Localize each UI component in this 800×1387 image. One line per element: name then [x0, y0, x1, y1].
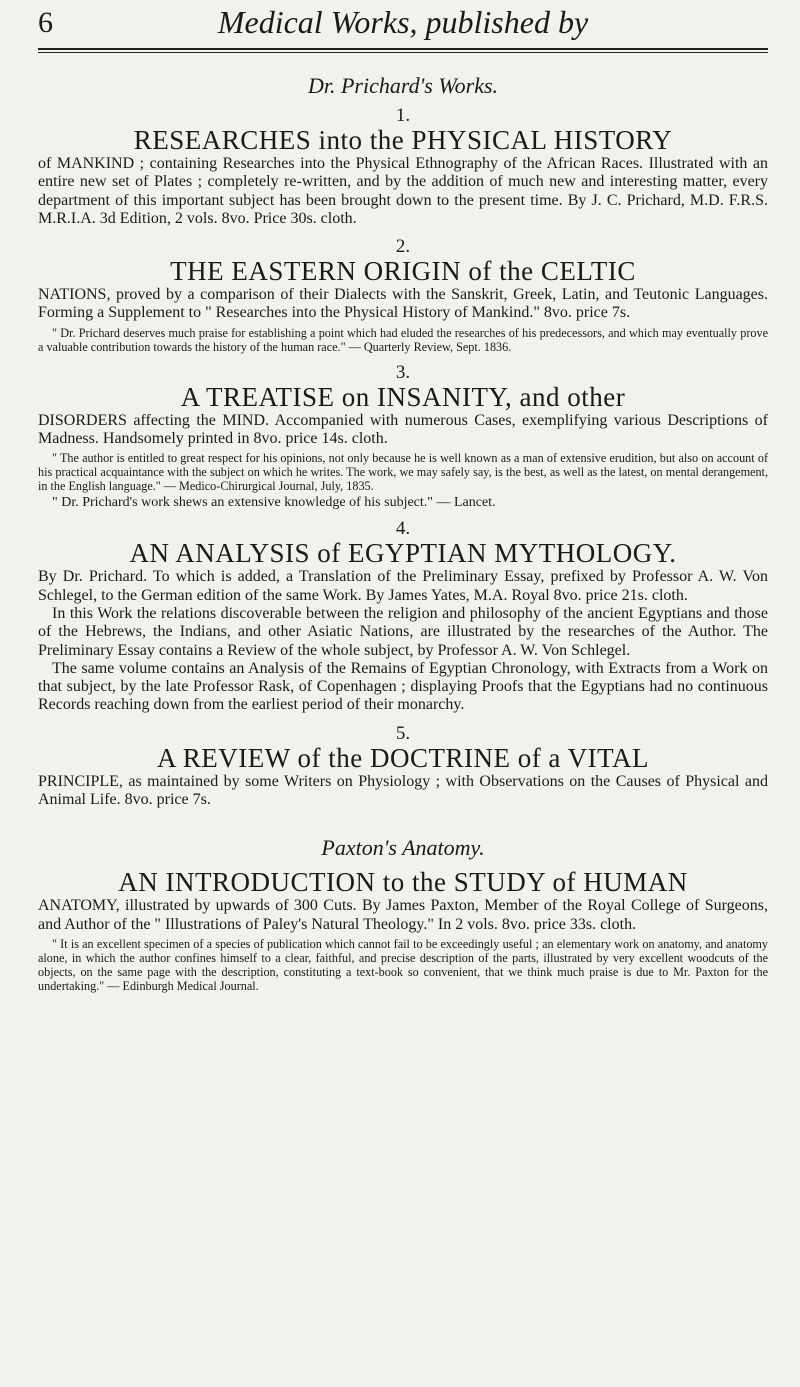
- entry-title: AN INTRODUCTION to the STUDY of HUMAN: [118, 867, 688, 898]
- entry-body-paragraph: The same volume contains an Analysis of the Remains of Egyptian Chronology, with Extracts from a Work on that subject, by the late Professor Rask, of Copenhagen ; displaying Proofs that the Egyptians had no continuous Records reaching down from the earliest period of their monarchy.: [38, 659, 768, 714]
- entry-body: DISORDERS affecting the MIND. Accompanied with numerous Cases, exemplifying various Descriptions of Madness. Handsomely printed in 8vo. price 14s. cloth.: [38, 411, 768, 448]
- entry-4: [38, 518, 768, 714]
- entry-2: [38, 236, 768, 354]
- review-quote: " Dr. Prichard deserves much praise for establishing a point which had eluded the researches of his predecessors, and which may eventually prove a valuable contribution towards the history of the human race." — Quarterly Review, Sept. 1836.: [38, 325, 768, 354]
- section-heading: Paxton's Anatomy.: [321, 835, 485, 861]
- entry-title: RESEARCHES into the PHYSICAL HISTORY: [133, 125, 673, 155]
- entry-number: 2.: [395, 236, 411, 258]
- entry-title: A TREATISE on INSANITY, and other: [180, 381, 626, 412]
- review-quote: " It is an excellent specimen of a species of publication which cannot fail to be exceedingly useful ; an elementary work on anatomy, and anatomy alone, in which the author confines himself to a clear, faithful, and precise description of the parts, illustrated by very excellent woodcuts of the objects, on the same page with the description, constituting a text-book so convenient, that we think much praise is due to Mr. Paxton for the undertaking." — Edinburgh Medical Journal.: [38, 936, 768, 993]
- entry-1: [38, 105, 768, 228]
- header-rule-thin: [38, 52, 768, 53]
- entry-5: [38, 723, 768, 810]
- entry-number: 5.: [395, 722, 411, 744]
- header-rule: [38, 48, 768, 50]
- entry-title: A REVIEW of the DOCTRINE of a VITAL: [156, 742, 649, 773]
- page-number: 6: [38, 6, 53, 39]
- entry-number: 1.: [395, 105, 411, 126]
- review-quote: " Dr. Prichard's work shews an extensive knowledge of his subject." — Lancet.: [52, 495, 496, 511]
- entry-title: THE EASTERN ORIGIN of the CELTIC: [170, 256, 636, 287]
- entry-paxton: [38, 867, 768, 993]
- page-header: [38, 0, 768, 48]
- review-quote: " The author is entitled to great respect for his opinions, not only because he is well known as a man of extensive erudition, but also on account of his practical acquaintance with the subject on which he writes. The work, we may safely say, is the best, as well as the latest, on mental derangement, in the English language." — Medico-Chirurgical Journal, July, 1835.: [38, 451, 768, 494]
- entry-number: 3.: [395, 361, 411, 383]
- entry-body: ANATOMY, illustrated by upwards of 300 Cuts. By James Paxton, Member of the Royal College of Surgeons, and Author of the " Illustrations of Paley's Natural Theology." In 2 vols. 8vo. price 33s. cloth.: [38, 897, 768, 933]
- entry-body-paragraph: In this Work the relations discoverable between the religion and philosophy of the ancient Egyptians and those of the Hebrews, the Indians, and other Asiatic Nations, are illustrated by the researches of the Author. The Preliminary Essay contains a Review of the whole subject, by Professor A. W. Von Schlegel.: [38, 604, 768, 659]
- entry-body: of MANKIND ; containing Researches into the Physical Ethnography of the African Races. Illustrated with an entire new set of Plates ; completely re-written, and by the addition of much new and interesting matter, every department of this important subject has been brought down to the present time. By J. C. Prichard, M.D. F.R.S. M.R.I.A. 3d Edition, 2 vols. 8vo. Price 30s. cloth.: [38, 155, 768, 227]
- entry-title: AN ANALYSIS of EGYPTIAN MYTHOLOGY.: [129, 538, 677, 569]
- entry-body: NATIONS, proved by a comparison of their Dialects with the Sanskrit, Greek, Latin, and Teutonic Languages. Forming a Supplement to " Researches into the Physical History of Mankind." 8vo. price 7s.: [38, 286, 768, 322]
- running-title: Medical Works, published by: [217, 4, 589, 40]
- section-heading: Dr. Prichard's Works.: [307, 73, 499, 98]
- entry-body: PRINCIPLE, as maintained by some Writers on Physiology ; with Observations on the Causes of Physical and Animal Life. 8vo. price 7s.: [38, 772, 768, 809]
- entry-body: By Dr. Prichard. To which is added, a Translation of the Preliminary Essay, prefixed by Professor A. W. Von Schlegel, to the German edition of the same Work. By James Yates, M.A. Royal 8vo. price 21s. cloth.: [38, 568, 768, 604]
- entry-3: [38, 362, 768, 511]
- entry-number: 4.: [395, 518, 411, 540]
